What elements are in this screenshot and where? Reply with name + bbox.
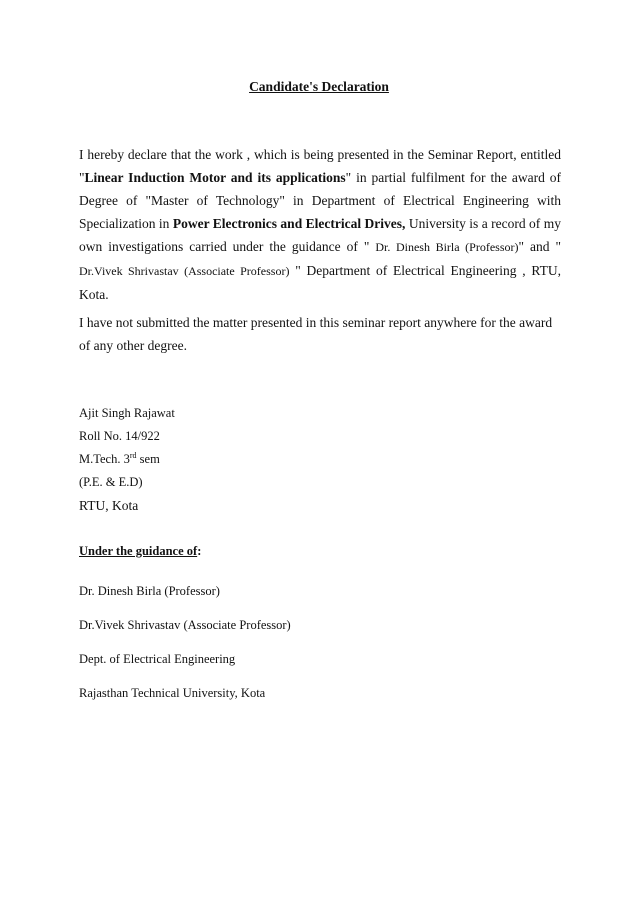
guide-line-2: Dr.Vivek Shrivastav (Associate Professor) <box>79 618 291 632</box>
guidance-heading-colon: : <box>197 544 202 558</box>
candidate-course <box>79 448 175 471</box>
course-suffix: sem <box>136 452 160 466</box>
guide-line-1: Dr. Dinesh Birla (Professor) <box>79 584 220 598</box>
candidate-block <box>79 402 175 517</box>
seminar-topic: Linear Induction Motor and its applications <box>84 170 346 185</box>
guide-line-4: Rajasthan Technical University, Kota <box>79 686 266 700</box>
declaration-intro: I hereby declare that the work , which is being presented in the Seminar Report, entitled " <box>79 147 561 185</box>
candidate-roll: Roll No. 14/922 <box>79 429 160 443</box>
declaration-paragraph <box>79 143 561 306</box>
guide-2-inline: Dr.Vivek Shrivastav (Associate Professor) <box>79 264 290 278</box>
non-submission-paragraph: I have not submitted the matter presented in this seminar report anywhere for the award of any other degree. <box>79 315 553 353</box>
declaration-degree-text: " in partial fulfilment for the award of Degree of "Master of Technology" in Department of Electrical Engineering with Specialization in <box>79 170 561 231</box>
candidate-institute: RTU, Kota <box>79 498 139 513</box>
guide-1-inline: Dr. Dinesh Birla (Professor) <box>375 240 519 254</box>
guide-line-3: Dept. of Electrical Engineering <box>79 652 236 666</box>
specialization: Power Electronics and Electrical Drives, <box>172 216 406 231</box>
declaration-and: " and " <box>518 239 561 254</box>
declaration-end: " Department of Electrical Engineering , RTU, Kota. <box>79 263 561 302</box>
guidance-heading <box>79 544 201 559</box>
course-prefix: M.Tech. 3 <box>79 452 130 466</box>
page-title: Candidate's Declaration <box>249 79 389 94</box>
course-ordinal: rd <box>129 450 137 460</box>
guidance-heading-text: Under the guidance of <box>79 544 198 558</box>
declaration-university-text: University is a record of my own investigations carried under the guidance of " <box>79 216 561 254</box>
candidate-branch: (P.E. & E.D) <box>79 475 143 489</box>
candidate-name: Ajit Singh Rajawat <box>79 406 175 420</box>
